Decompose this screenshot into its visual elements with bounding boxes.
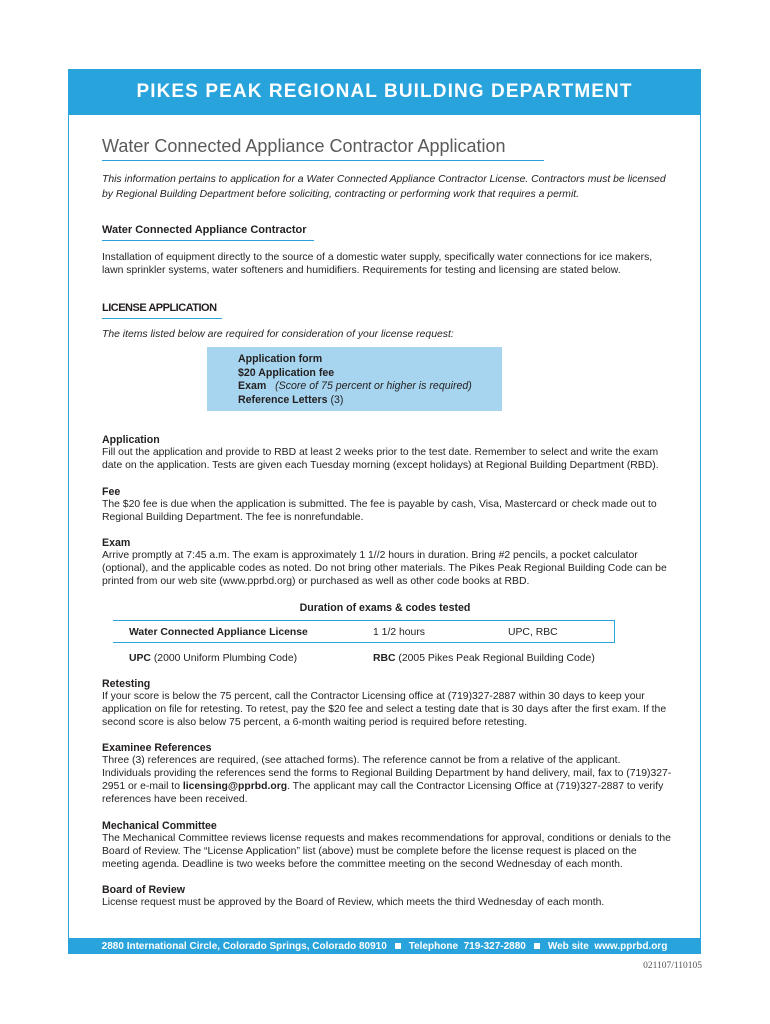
references-text: Three (3) references are required, (see attached forms). The reference cannot be from a relative of the applicant. Individuals providing the references send the forms to Regional Building Department by hand delivery, mail, fax to (719)327-2951 or e-mail to licensing@pprbd.org. The applicant may call the Contractor Licensing Office at (719)327-2887 to verify references have been received.: [102, 755, 672, 805]
board-section: [102, 884, 672, 909]
duration-table: [113, 620, 615, 643]
intro-text: This information pertains to application for a Water Connected Appliance Contractor License. Contractors must be licensed by Regional Building Department before soliciting, contracting or performing work that requires a permit.: [102, 174, 666, 200]
contractor-text: Installation of equipment directly to the source of a domestic water supply, specifically water connections for ice makers, lawn sprinkler systems, water softeners and humidifiers. Requirements for testing and licensing are stated below.: [102, 252, 653, 276]
square-bullet-icon: [534, 943, 540, 949]
contractor-heading: Water Connected Appliance Contractor: [102, 224, 314, 241]
fee-section: [102, 486, 672, 524]
license-heading: LICENSE APPLICATION: [102, 302, 222, 319]
application-section: [102, 434, 672, 472]
application-heading: Application: [102, 434, 160, 446]
retesting-heading: Retesting: [102, 678, 151, 690]
committee-section: [102, 820, 672, 871]
board-text: License request must be approved by the Board of Review, which meets the third Wednesday of each month.: [102, 897, 605, 908]
exam-heading: Exam: [102, 537, 131, 549]
footer-phone: Telephone 719-327-2880: [408, 940, 526, 952]
upc-legend: UPC (2000 Uniform Plumbing Code): [129, 653, 298, 664]
references-heading: Examinee References: [102, 742, 212, 754]
application-text: Fill out the application and provide to RBD at least 2 weeks prior to the test date. Remember to select and write the exam date on the application. Tests are given each Tuesday morning (except holidays) at Regional Building Department (RBD).: [102, 447, 659, 471]
board-heading: Board of Review: [102, 884, 186, 896]
retesting-text: If your score is below the 75 percent, call the Contractor Licensing office at (719)327-2887 within 30 days to keep your application on file for retesting. To retest, pay the $20 fee and select a testing date that is 30 days after the first exam. If the second score is also below 75 percent, a 6-month waiting period is required before retesting.: [102, 691, 667, 728]
fee-heading: Fee: [102, 486, 121, 498]
rbc-legend: RBC (2005 Pikes Peak Regional Building Code): [373, 653, 595, 664]
retesting-section: [102, 678, 672, 729]
footer-address: 2880 International Circle, Colorado Springs, Colorado 80910: [101, 940, 387, 952]
square-bullet-icon: [395, 943, 401, 949]
footer-bar: [68, 938, 701, 954]
duration-title: Duration of exams & codes tested: [299, 602, 471, 614]
req-application-form: Application form: [238, 353, 323, 365]
fee-text: The $20 fee is due when the application is submitted. The fee is payable by cash, Visa, Mastercard or check made out to Regional Building Department. The fee is nonrefundable.: [102, 499, 657, 523]
exam-text: Arrive promptly at 7:45 a.m. The exam is approximately 1 1//2 hours in duration. Bring #2 pencils, a pocket calculator (optional), and the applicable codes as noted. Do not bring other materials. The Pikes Peak Regional Building Code can be printed from our web site (www.pprbd.org) or purchased as well as other code books at RBD.: [102, 550, 667, 587]
email-link[interactable]: licensing@pprbd.org: [182, 781, 288, 792]
page-title: Water Connected Appliance Contractor Application: [102, 136, 544, 161]
footer-web[interactable]: Web site www.pprbd.org: [547, 940, 668, 952]
requirements-box: [207, 347, 502, 411]
department-header: PIKES PEAK REGIONAL BUILDING DEPARTMENT: [68, 69, 701, 115]
references-section: [102, 742, 672, 806]
req-exam: Exam (Score of 75 percent or higher is required): [238, 380, 472, 392]
req-references: Reference Letters (3): [238, 393, 344, 406]
document-code: 021107/110105: [643, 961, 702, 971]
exam-section: [102, 537, 672, 588]
req-application-fee: $20 Application fee: [238, 366, 335, 379]
committee-text: The Mechanical Committee reviews license requests and makes recommendations for approval, conditions or denials to the Board of Review. The “License Application” list (above) must be complete before the license request is placed on the meeting agenda. Deadline is two weeks before the committee meeting on the second Wednesday of each month.: [102, 833, 671, 870]
committee-heading: Mechanical Committee: [102, 820, 217, 832]
duration-license: Water Connected Appliance License: [129, 627, 308, 638]
duration-codes: UPC, RBC: [508, 627, 558, 638]
duration-hours: 1 1/2 hours: [373, 627, 425, 638]
license-intro: The items listed below are required for consideration of your license request:: [102, 329, 454, 340]
